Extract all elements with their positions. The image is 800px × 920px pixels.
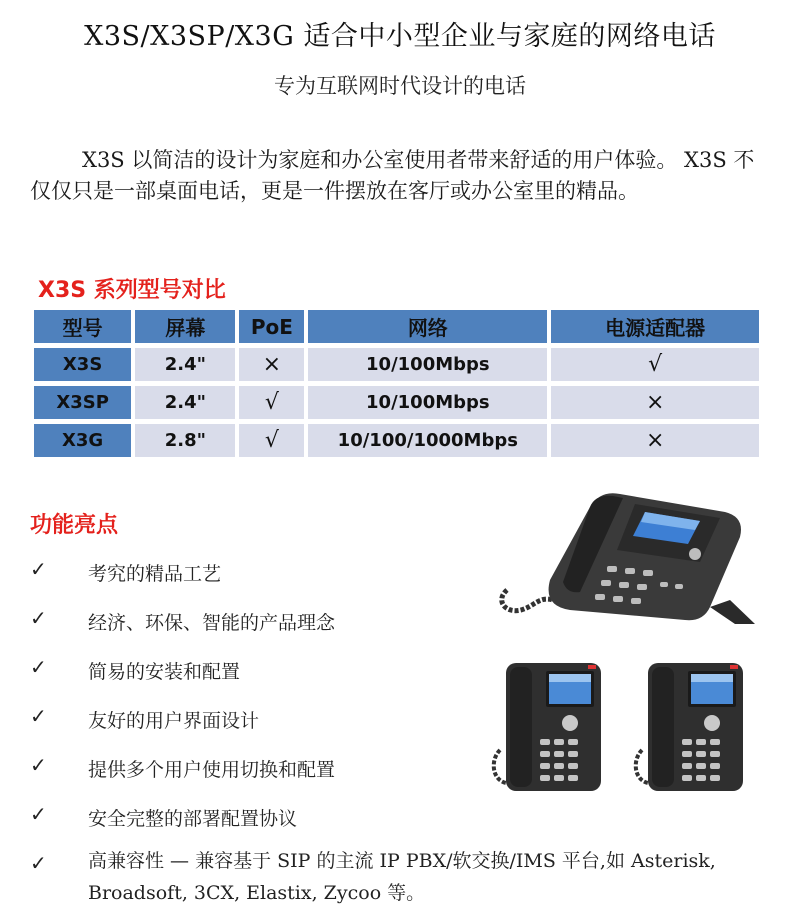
comparison-title: X3S 系列型号对比 <box>38 278 226 303</box>
table-row <box>34 348 759 381</box>
cell-model: X3G <box>34 424 131 457</box>
table-header-row <box>34 310 759 343</box>
feature-text: 提供多个用户使用切换和配置 <box>88 759 336 781</box>
desk-phone-front-image-right <box>630 655 750 800</box>
check-icon: ✓ <box>30 557 47 581</box>
cell-adapter: × <box>551 386 759 419</box>
check-icon: ✓ <box>30 802 47 826</box>
cell-network: 10/100Mbps <box>308 386 547 419</box>
page-subtitle: 专为互联网时代设计的电话 <box>274 74 526 98</box>
list-item <box>30 847 800 904</box>
cell-poe: × <box>239 348 304 381</box>
cell-adapter: √ <box>551 348 759 381</box>
header-poe: PoE <box>239 310 304 343</box>
cell-screen: 2.4" <box>135 348 235 381</box>
cell-poe: √ <box>239 386 304 419</box>
cell-network: 10/100/1000Mbps <box>308 424 547 457</box>
list-item <box>30 798 800 847</box>
desk-phone-angled-image <box>495 482 785 632</box>
feature-text: 安全完整的部署配置协议 <box>88 808 298 830</box>
header-network: 网络 <box>308 310 547 343</box>
check-icon: ✓ <box>30 753 47 777</box>
page-title: X3S/X3SP/X3G 适合中小型企业与家庭的网络电话 <box>84 21 716 52</box>
header-screen: 屏幕 <box>135 310 235 343</box>
feature-text: 高兼容性 — 兼容基于 SIP 的主流 IP PBX/软交换/IMS 平台,如 Asterisk, Broadsoft, 3CX, Elastix, Zycoo 等。 <box>88 850 716 904</box>
table-row <box>34 424 759 457</box>
check-icon: ✓ <box>30 704 47 728</box>
feature-text: 友好的用户界面设计 <box>88 710 260 732</box>
header-adapter: 电源适配器 <box>551 310 759 343</box>
cell-model: X3S <box>34 348 131 381</box>
desk-phone-front-image-left <box>488 655 608 800</box>
cell-poe: √ <box>239 424 304 457</box>
features-title: 功能亮点 <box>30 513 119 538</box>
cell-screen: 2.4" <box>135 386 235 419</box>
check-icon: ✓ <box>30 655 47 679</box>
cell-adapter: × <box>551 424 759 457</box>
table-row <box>34 386 759 419</box>
intro-text: X3S 以简洁的设计为家庭和办公室使用者带来舒适的用户体验。 X3S 不仅仅只是一部桌面电话，更是一件摆放在客厅或办公室里的精品。 <box>30 148 755 203</box>
feature-text: 经济、环保、智能的产品理念 <box>88 612 336 634</box>
cell-model: X3SP <box>34 386 131 419</box>
cell-screen: 2.8" <box>135 424 235 457</box>
cell-network: 10/100Mbps <box>308 348 547 381</box>
intro-paragraph <box>30 145 770 207</box>
header-model: 型号 <box>34 310 131 343</box>
check-icon: ✓ <box>30 851 47 875</box>
model-comparison-table <box>30 305 763 462</box>
check-icon: ✓ <box>30 606 47 630</box>
feature-text: 简易的安装和配置 <box>88 661 241 683</box>
feature-text: 考究的精品工艺 <box>88 563 222 585</box>
